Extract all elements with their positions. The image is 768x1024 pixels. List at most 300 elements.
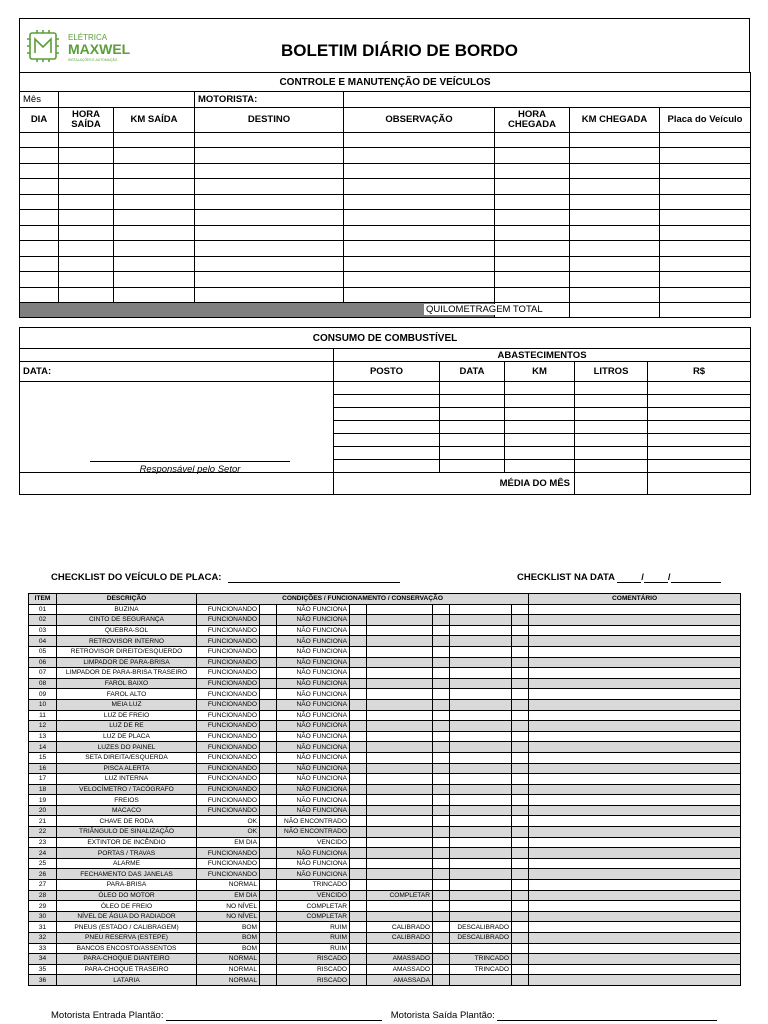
comment-field[interactable] [529,837,741,848]
trip-cell[interactable] [344,210,495,226]
trip-cell[interactable] [114,163,195,179]
option-3-check[interactable] [433,721,450,732]
comment-field[interactable] [529,699,741,710]
trip-cell[interactable] [195,148,344,164]
fuel-cell[interactable] [334,434,440,447]
option-2-check[interactable] [350,880,367,891]
option-4-check[interactable] [512,890,529,901]
trip-cell[interactable] [195,241,344,257]
media-value-field[interactable] [575,473,648,495]
option-4-check[interactable] [512,858,529,869]
option-4-check[interactable] [512,625,529,636]
trip-cell[interactable] [570,272,660,288]
trip-cell[interactable] [195,287,344,303]
fuel-cell[interactable] [505,382,575,395]
total-extra-field[interactable] [660,303,751,318]
comment-field[interactable] [529,975,741,986]
option-1-check[interactable] [260,763,277,774]
option-2-check[interactable] [350,646,367,657]
fuel-cell[interactable] [648,434,751,447]
comment-field[interactable] [529,763,741,774]
fuel-cell[interactable] [575,382,648,395]
comment-field[interactable] [529,922,741,933]
trip-cell[interactable] [59,194,114,210]
trip-cell[interactable] [59,256,114,272]
option-1-check[interactable] [260,774,277,785]
option-2-check[interactable] [350,816,367,827]
trip-cell[interactable] [660,210,751,226]
trip-cell[interactable] [20,256,59,272]
trip-cell[interactable] [570,241,660,257]
option-1-check[interactable] [260,731,277,742]
option-1-check[interactable] [260,805,277,816]
option-4-check[interactable] [512,837,529,848]
option-4-check[interactable] [512,975,529,986]
trip-cell[interactable] [570,287,660,303]
comment-field[interactable] [529,954,741,965]
option-1-check[interactable] [260,689,277,700]
trip-cell[interactable] [660,132,751,148]
trip-cell[interactable] [570,148,660,164]
trip-cell[interactable] [59,163,114,179]
option-4-check[interactable] [512,816,529,827]
entrada-signature-field[interactable] [166,1011,382,1021]
fuel-cell[interactable] [334,460,440,473]
comment-field[interactable] [529,742,741,753]
comment-field[interactable] [529,816,741,827]
comment-field[interactable] [529,615,741,626]
comment-field[interactable] [529,880,741,891]
mes-field[interactable] [59,92,195,108]
option-1-check[interactable] [260,657,277,668]
fuel-cell[interactable] [334,447,440,460]
option-2-check[interactable] [350,933,367,944]
option-4-check[interactable] [512,943,529,954]
fuel-cell[interactable] [334,382,440,395]
fuel-cell[interactable] [648,460,751,473]
trip-cell[interactable] [20,132,59,148]
trip-cell[interactable] [114,256,195,272]
option-4-check[interactable] [512,901,529,912]
fuel-cell[interactable] [648,408,751,421]
trip-cell[interactable] [344,241,495,257]
option-2-check[interactable] [350,636,367,647]
option-3-check[interactable] [433,646,450,657]
date-year-field[interactable] [671,572,721,583]
fuel-cell[interactable] [648,447,751,460]
trip-cell[interactable] [114,132,195,148]
fuel-cell[interactable] [575,460,648,473]
fuel-cell[interactable] [648,382,751,395]
option-2-check[interactable] [350,901,367,912]
trip-cell[interactable] [114,148,195,164]
fuel-cell[interactable] [505,408,575,421]
trip-cell[interactable] [660,148,751,164]
trip-cell[interactable] [660,256,751,272]
trip-cell[interactable] [20,272,59,288]
option-4-check[interactable] [512,763,529,774]
option-3-check[interactable] [433,858,450,869]
option-2-check[interactable] [350,869,367,880]
option-4-check[interactable] [512,710,529,721]
trip-cell[interactable] [20,225,59,241]
comment-field[interactable] [529,689,741,700]
trip-cell[interactable] [195,132,344,148]
option-4-check[interactable] [512,954,529,965]
comment-field[interactable] [529,604,741,615]
trip-cell[interactable] [59,272,114,288]
trip-cell[interactable] [495,210,570,226]
trip-cell[interactable] [59,225,114,241]
comment-field[interactable] [529,625,741,636]
option-3-check[interactable] [433,848,450,859]
trip-cell[interactable] [495,132,570,148]
trip-cell[interactable] [195,210,344,226]
trip-cell[interactable] [59,287,114,303]
option-1-check[interactable] [260,933,277,944]
trip-cell[interactable] [570,194,660,210]
option-1-check[interactable] [260,816,277,827]
comment-field[interactable] [529,869,741,880]
trip-cell[interactable] [114,194,195,210]
option-4-check[interactable] [512,699,529,710]
date-month-field[interactable] [644,572,668,583]
option-3-check[interactable] [433,943,450,954]
trip-cell[interactable] [660,163,751,179]
option-4-check[interactable] [512,742,529,753]
option-4-check[interactable] [512,827,529,838]
comment-field[interactable] [529,752,741,763]
option-2-check[interactable] [350,721,367,732]
comment-field[interactable] [529,943,741,954]
trip-cell[interactable] [114,210,195,226]
option-1-check[interactable] [260,721,277,732]
option-1-check[interactable] [260,943,277,954]
trip-cell[interactable] [195,256,344,272]
option-3-check[interactable] [433,689,450,700]
option-1-check[interactable] [260,699,277,710]
option-2-check[interactable] [350,731,367,742]
option-3-check[interactable] [433,625,450,636]
option-2-check[interactable] [350,774,367,785]
trip-cell[interactable] [20,287,59,303]
option-1-check[interactable] [260,646,277,657]
trip-cell[interactable] [570,256,660,272]
trip-cell[interactable] [570,225,660,241]
option-2-check[interactable] [350,964,367,975]
fuel-cell[interactable] [648,395,751,408]
option-2-check[interactable] [350,699,367,710]
option-4-check[interactable] [512,774,529,785]
option-4-check[interactable] [512,911,529,922]
trip-cell[interactable] [195,194,344,210]
trip-cell[interactable] [495,272,570,288]
trip-cell[interactable] [195,163,344,179]
trip-cell[interactable] [344,272,495,288]
trip-cell[interactable] [344,179,495,195]
trip-cell[interactable] [344,225,495,241]
fuel-cell[interactable] [575,395,648,408]
saida-signature-field[interactable] [497,1011,717,1021]
comment-field[interactable] [529,710,741,721]
option-1-check[interactable] [260,964,277,975]
option-1-check[interactable] [260,911,277,922]
trip-cell[interactable] [59,241,114,257]
option-2-check[interactable] [350,837,367,848]
comment-field[interactable] [529,933,741,944]
option-3-check[interactable] [433,678,450,689]
option-1-check[interactable] [260,784,277,795]
comment-field[interactable] [529,731,741,742]
trip-cell[interactable] [495,256,570,272]
option-2-check[interactable] [350,954,367,965]
fuel-cell[interactable] [334,395,440,408]
trip-cell[interactable] [114,287,195,303]
date-day-field[interactable] [617,572,641,583]
option-3-check[interactable] [433,805,450,816]
trip-cell[interactable] [344,132,495,148]
option-3-check[interactable] [433,731,450,742]
option-1-check[interactable] [260,795,277,806]
option-3-check[interactable] [433,827,450,838]
option-1-check[interactable] [260,869,277,880]
comment-field[interactable] [529,964,741,975]
comment-field[interactable] [529,721,741,732]
option-3-check[interactable] [433,954,450,965]
option-2-check[interactable] [350,657,367,668]
option-4-check[interactable] [512,848,529,859]
option-2-check[interactable] [350,689,367,700]
trip-cell[interactable] [570,210,660,226]
trip-cell[interactable] [59,210,114,226]
trip-cell[interactable] [660,179,751,195]
option-3-check[interactable] [433,933,450,944]
option-3-check[interactable] [433,636,450,647]
option-3-check[interactable] [433,742,450,753]
trip-cell[interactable] [570,132,660,148]
trip-cell[interactable] [20,148,59,164]
trip-cell[interactable] [20,194,59,210]
option-3-check[interactable] [433,901,450,912]
option-3-check[interactable] [433,964,450,975]
option-3-check[interactable] [433,837,450,848]
option-4-check[interactable] [512,880,529,891]
option-3-check[interactable] [433,975,450,986]
option-2-check[interactable] [350,710,367,721]
comment-field[interactable] [529,911,741,922]
trip-cell[interactable] [495,163,570,179]
option-3-check[interactable] [433,922,450,933]
option-2-check[interactable] [350,922,367,933]
comment-field[interactable] [529,678,741,689]
trip-cell[interactable] [20,241,59,257]
trip-cell[interactable] [20,179,59,195]
comment-field[interactable] [529,668,741,679]
fuel-cell[interactable] [440,421,505,434]
comment-field[interactable] [529,784,741,795]
option-1-check[interactable] [260,975,277,986]
trip-cell[interactable] [344,256,495,272]
option-2-check[interactable] [350,911,367,922]
option-2-check[interactable] [350,795,367,806]
comment-field[interactable] [529,657,741,668]
trip-cell[interactable] [344,148,495,164]
fuel-cell[interactable] [575,447,648,460]
motorista-field[interactable] [344,92,751,108]
option-1-check[interactable] [260,890,277,901]
option-4-check[interactable] [512,689,529,700]
fuel-cell[interactable] [440,395,505,408]
option-2-check[interactable] [350,742,367,753]
option-1-check[interactable] [260,742,277,753]
fuel-cell[interactable] [334,421,440,434]
trip-cell[interactable] [59,179,114,195]
option-4-check[interactable] [512,731,529,742]
option-2-check[interactable] [350,668,367,679]
option-2-check[interactable] [350,943,367,954]
option-2-check[interactable] [350,827,367,838]
comment-field[interactable] [529,827,741,838]
option-4-check[interactable] [512,869,529,880]
option-1-check[interactable] [260,636,277,647]
option-1-check[interactable] [260,827,277,838]
option-4-check[interactable] [512,922,529,933]
option-2-check[interactable] [350,615,367,626]
fuel-cell[interactable] [575,408,648,421]
comment-field[interactable] [529,646,741,657]
trip-cell[interactable] [114,241,195,257]
trip-cell[interactable] [114,179,195,195]
option-1-check[interactable] [260,901,277,912]
trip-cell[interactable] [344,163,495,179]
option-4-check[interactable] [512,646,529,657]
comment-field[interactable] [529,858,741,869]
option-3-check[interactable] [433,699,450,710]
trip-cell[interactable] [344,287,495,303]
fuel-cell[interactable] [440,408,505,421]
trip-cell[interactable] [570,179,660,195]
option-2-check[interactable] [350,848,367,859]
trip-cell[interactable] [20,210,59,226]
option-3-check[interactable] [433,615,450,626]
option-1-check[interactable] [260,604,277,615]
option-3-check[interactable] [433,869,450,880]
option-3-check[interactable] [433,795,450,806]
placa-field[interactable] [228,572,400,583]
fuel-cell[interactable] [648,421,751,434]
option-2-check[interactable] [350,763,367,774]
option-3-check[interactable] [433,668,450,679]
trip-cell[interactable] [660,241,751,257]
trip-cell[interactable] [195,179,344,195]
option-1-check[interactable] [260,848,277,859]
fuel-cell[interactable] [505,460,575,473]
option-3-check[interactable] [433,784,450,795]
fuel-cell[interactable] [505,447,575,460]
trip-cell[interactable] [114,272,195,288]
trip-cell[interactable] [495,287,570,303]
option-4-check[interactable] [512,615,529,626]
option-2-check[interactable] [350,678,367,689]
option-4-check[interactable] [512,657,529,668]
option-4-check[interactable] [512,636,529,647]
option-4-check[interactable] [512,964,529,975]
option-1-check[interactable] [260,922,277,933]
fuel-cell[interactable] [575,434,648,447]
trip-cell[interactable] [660,225,751,241]
option-3-check[interactable] [433,890,450,901]
trip-cell[interactable] [660,272,751,288]
comment-field[interactable] [529,848,741,859]
fuel-cell[interactable] [505,395,575,408]
fuel-cell[interactable] [440,382,505,395]
option-2-check[interactable] [350,752,367,763]
fuel-cell[interactable] [440,447,505,460]
trip-cell[interactable] [59,148,114,164]
option-1-check[interactable] [260,858,277,869]
option-3-check[interactable] [433,816,450,827]
option-2-check[interactable] [350,604,367,615]
option-2-check[interactable] [350,784,367,795]
option-2-check[interactable] [350,890,367,901]
trip-cell[interactable] [660,194,751,210]
option-2-check[interactable] [350,805,367,816]
trip-cell[interactable] [495,148,570,164]
option-4-check[interactable] [512,933,529,944]
option-2-check[interactable] [350,858,367,869]
option-3-check[interactable] [433,880,450,891]
option-1-check[interactable] [260,837,277,848]
fuel-cell[interactable] [505,421,575,434]
option-2-check[interactable] [350,975,367,986]
trip-cell[interactable] [495,225,570,241]
trip-cell[interactable] [495,241,570,257]
fuel-cell[interactable] [575,421,648,434]
option-4-check[interactable] [512,795,529,806]
comment-field[interactable] [529,636,741,647]
comment-field[interactable] [529,805,741,816]
option-1-check[interactable] [260,678,277,689]
option-3-check[interactable] [433,763,450,774]
trip-cell[interactable] [495,179,570,195]
trip-cell[interactable] [195,272,344,288]
option-4-check[interactable] [512,668,529,679]
option-1-check[interactable] [260,668,277,679]
option-1-check[interactable] [260,625,277,636]
option-1-check[interactable] [260,615,277,626]
trip-cell[interactable] [59,132,114,148]
option-1-check[interactable] [260,880,277,891]
option-2-check[interactable] [350,625,367,636]
trip-cell[interactable] [660,287,751,303]
trip-cell[interactable] [570,163,660,179]
option-3-check[interactable] [433,604,450,615]
total-value-field[interactable] [570,303,660,318]
fuel-cell[interactable] [440,460,505,473]
option-3-check[interactable] [433,657,450,668]
option-3-check[interactable] [433,710,450,721]
trip-cell[interactable] [495,194,570,210]
option-4-check[interactable] [512,604,529,615]
option-1-check[interactable] [260,710,277,721]
trip-cell[interactable] [114,225,195,241]
comment-field[interactable] [529,795,741,806]
option-3-check[interactable] [433,774,450,785]
fuel-cell[interactable] [334,408,440,421]
trip-cell[interactable] [344,194,495,210]
option-3-check[interactable] [433,752,450,763]
option-4-check[interactable] [512,784,529,795]
